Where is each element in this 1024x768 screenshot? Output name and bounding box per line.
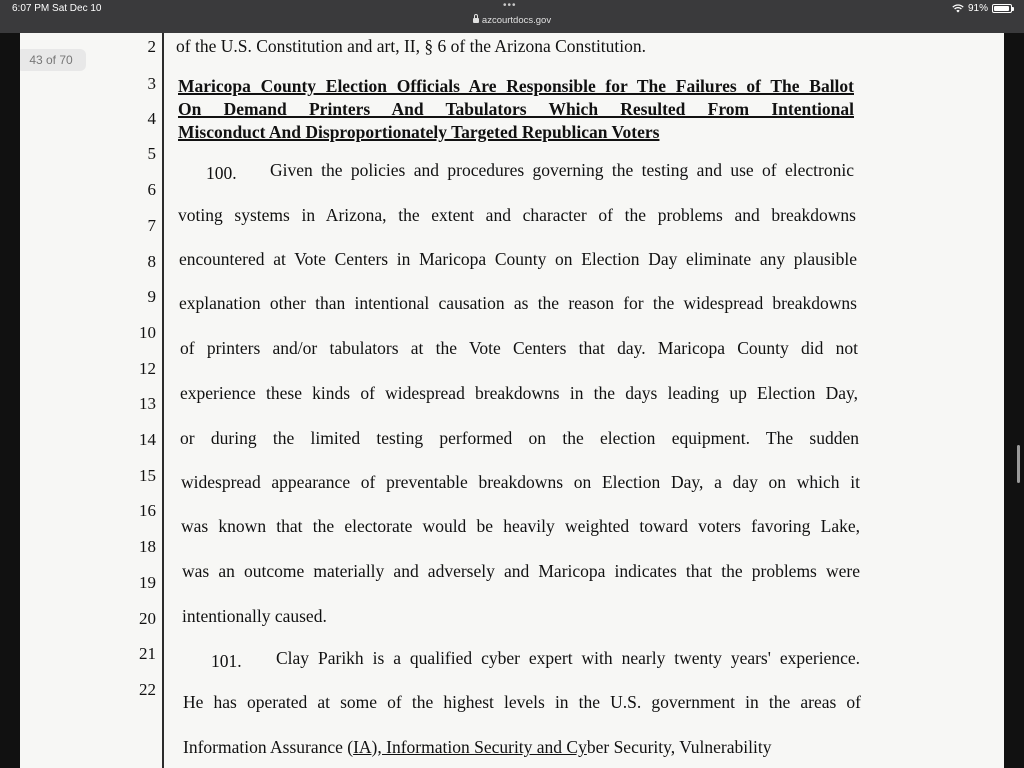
line-number: 2	[147, 37, 156, 56]
lock-icon	[473, 18, 479, 23]
line-number: 21	[139, 644, 156, 663]
right-margin	[1004, 33, 1024, 768]
line-number: 9	[147, 287, 156, 306]
section-heading-line: Maricopa County Election Officials Are Responsible for The Failures of The Ballot	[178, 76, 854, 96]
text-segment: ber Security, Vulnerability	[586, 737, 772, 757]
text-line: encountered at Vote Centers in Maricopa County on Election Day eliminate any plausible	[179, 249, 857, 269]
line-number-rule	[162, 33, 164, 768]
line-number: 3	[147, 74, 156, 93]
status-time: 6:07 PM Sat Dec 10	[12, 3, 102, 14]
section-heading-line: Misconduct And Disproportionately Targeted Republican Voters	[178, 122, 660, 142]
left-margin	[0, 33, 20, 768]
text-line: intentionally caused.	[182, 606, 327, 626]
line-number: 8	[147, 252, 156, 271]
scrollbar-thumb[interactable]	[1017, 445, 1020, 483]
line-number: 7	[147, 216, 156, 235]
text-line	[183, 737, 771, 758]
text-segment: Information Assurance (	[183, 737, 354, 757]
battery-icon	[992, 4, 1012, 13]
underlined-text-segment: IA), Information Security and Cy	[353, 737, 587, 757]
paragraph-number: 101.	[211, 651, 242, 671]
document-page	[20, 33, 1004, 768]
text-line: Given the policies and procedures governing the testing and use of electronic	[270, 160, 854, 180]
text-line: of the U.S. Constitution and art, II, § 6 of the Arizona Constitution.	[176, 36, 647, 56]
text-line: or during the limited testing performed on the election equipment. The sudden	[180, 428, 859, 448]
battery-percent: 91%	[967, 3, 988, 14]
text-line: widespread appearance of preventable breakdowns on Election Day, a day on which it	[181, 472, 860, 492]
line-number: 14	[139, 430, 156, 449]
line-number: 13	[139, 394, 156, 413]
text-line: of printers and/or tabulators at the Vote Centers that day. Maricopa County did not	[180, 338, 858, 358]
text-line: was an outcome materially and adversely and Maricopa indicates that the problems were	[182, 561, 860, 581]
text-line: explanation other than intentional causation as the reason for the widespread breakdowns	[179, 293, 857, 313]
line-number: 19	[139, 573, 156, 592]
line-number: 5	[147, 144, 156, 163]
address-bar[interactable]	[0, 15, 1024, 26]
page-indicator: 43 of 70	[20, 49, 86, 71]
line-number: 4	[147, 109, 156, 128]
line-number: 6	[147, 180, 156, 199]
line-number: 18	[139, 537, 156, 556]
text-line: was known that the electorate would be heavily weighted toward voters favoring Lake,	[181, 516, 860, 536]
line-number: 20	[139, 609, 156, 628]
status-indicators	[952, 3, 1012, 14]
line-number: 10	[139, 323, 156, 342]
line-number: 15	[139, 466, 156, 485]
more-options-icon[interactable]: •••	[503, 0, 517, 11]
text-line: He has operated at some of the highest levels in the U.S. government in the areas of	[183, 692, 861, 712]
text-line: Clay Parikh is a qualified cyber expert with nearly twenty years' experience.	[276, 648, 860, 668]
section-heading-line: On Demand Printers And Tabulators Which Resulted From Intentional	[178, 99, 854, 119]
line-number: 16	[139, 501, 156, 520]
wifi-icon	[952, 4, 964, 13]
line-number: 12	[139, 359, 156, 378]
text-line: voting systems in Arizona, the extent and character of the problems and breakdowns	[178, 205, 856, 225]
paragraph-number: 100.	[206, 163, 237, 183]
status-bar	[0, 0, 1024, 33]
url-text: azcourtdocs.gov	[481, 15, 552, 26]
battery-level	[994, 6, 1009, 11]
line-number: 22	[139, 680, 156, 699]
text-line: experience these kinds of widespread breakdowns in the days leading up Election Day,	[180, 383, 858, 403]
